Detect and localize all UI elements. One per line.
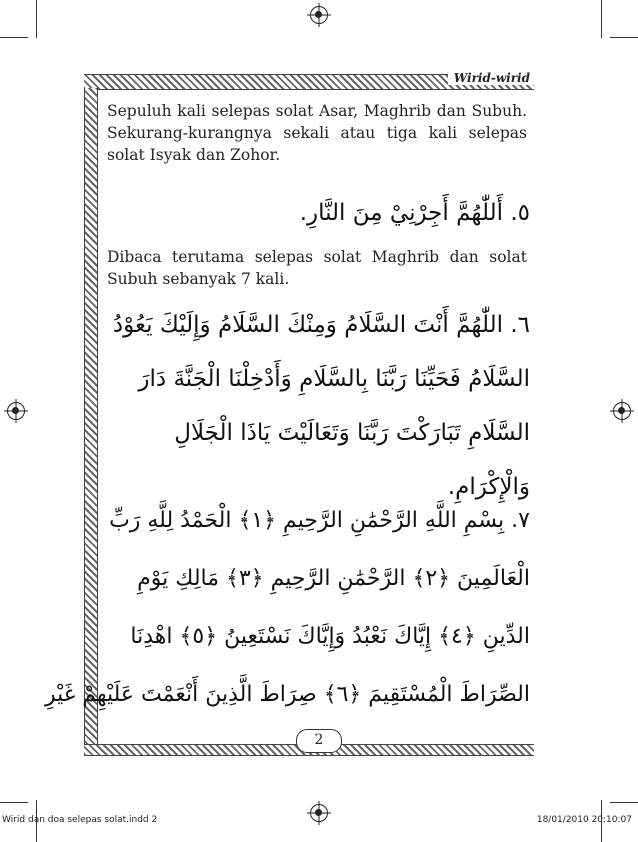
crop-mark xyxy=(610,802,638,803)
crop-mark xyxy=(610,37,638,38)
registration-mark-icon xyxy=(310,804,328,822)
arabic-line: ٥. أَللّٰهُمَّ أَجِرْنِيْ مِنَ النَّارِ. xyxy=(299,200,530,226)
arabic-line: وَالْإِكْرَامِ. xyxy=(447,474,530,500)
slug-timestamp: 18/01/2010 20:10:07 xyxy=(536,815,632,825)
slug-filename: Wirid dan doa selepas solat.indd 2 xyxy=(2,815,158,825)
registration-mark-icon xyxy=(310,6,328,24)
instruction-paragraph-2: Dibaca terutama selepas solat Maghrib dan solat Subuh sebanyak 7 kali. xyxy=(107,248,527,288)
crop-mark xyxy=(0,802,28,803)
dua-6 xyxy=(102,298,530,514)
crop-mark xyxy=(36,0,37,38)
arabic-line: السَّلَامُ فَحَيِّنَا رَبَّنَا بِالسَّلَامِ وَأَدْخِلْنَا الْجَنَّةَ دَارَ xyxy=(138,366,530,392)
instruction-paragraph-1: Sepuluh kali selepas solat Asar, Maghrib dan Subuh. Sekurang-kurangnya sekali atau tiga kali selepas solat Isyak dan Zohor. xyxy=(107,102,527,164)
quran-line: الْعَالَمِينَ ﴿٢﴾ الرَّحْمَٰنِ الرَّحِيمِ ﴿٣﴾ مَالِكِ يَوْمِ xyxy=(137,566,530,591)
registration-mark-icon xyxy=(613,402,631,420)
side-border xyxy=(84,88,98,750)
section-title: Wirid-wirid xyxy=(448,71,534,85)
registration-mark-icon xyxy=(7,402,25,420)
quran-line: الصِّرَاطَ الْمُسْتَقِيمَ ﴿٦﴾ صِرَاطَ الَّذِينَ أَنْعَمْتَ عَلَيْهِمْ غَيْرِ xyxy=(44,682,530,707)
surah-al-fatihah xyxy=(44,492,530,724)
arabic-line: ٦. اللّٰهُمَّ أَنْتَ السَّلَامُ وَمِنْكَ السَّلَامُ وَإِلَيْكَ يَعُوْدُ xyxy=(112,312,530,338)
header-border xyxy=(84,71,534,90)
quran-line: الدِّينِ ﴿٤﴾ إِيَّاكَ نَعْبُدُ وَإِيَّاكَ نَسْتَعِينُ ﴿٥﴾ اهْدِنَا xyxy=(130,624,530,649)
quran-line: ٧. بِسْمِ اللَّهِ الرَّحْمَٰنِ الرَّحِيمِ ﴿١﴾ الْحَمْدُ لِلَّهِ رَبِّ xyxy=(109,508,530,533)
dua-5 xyxy=(102,186,530,240)
crop-mark xyxy=(0,37,28,38)
crop-mark xyxy=(601,0,602,38)
page-number: 2 xyxy=(296,729,342,753)
arabic-line: السَّلَامِ تَبَارَكْتَ رَبَّنَا وَتَعَالَيْتَ يَاذَا الْجَلَالِ xyxy=(174,420,530,446)
